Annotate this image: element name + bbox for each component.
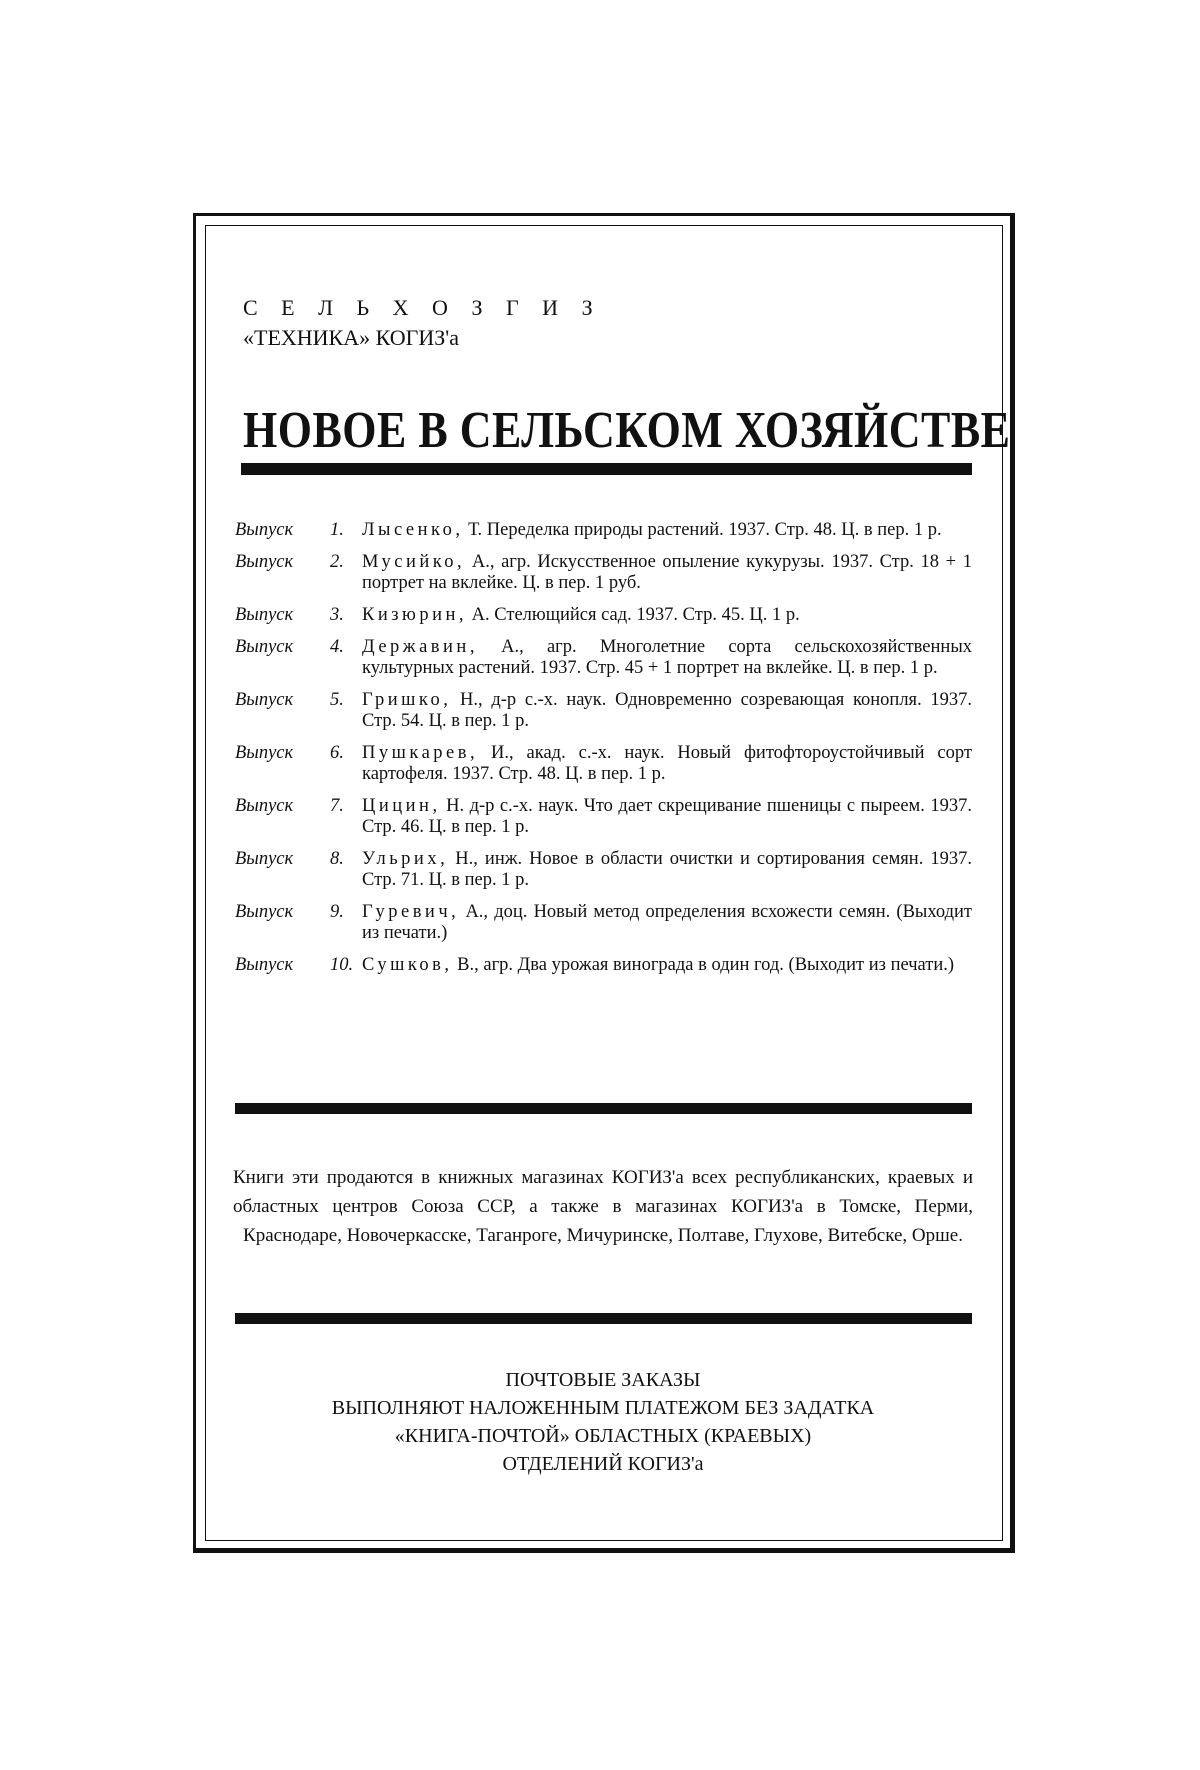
list-item	[235, 605, 972, 626]
issue-label: Выпуск	[235, 520, 294, 540]
list-item	[235, 955, 972, 976]
postal-orders-block	[233, 1366, 973, 1478]
list-item	[235, 849, 972, 891]
issue-number: 8.	[330, 849, 344, 869]
list-item	[235, 796, 972, 838]
orders-line-3: «КНИГА-ПОЧТОЙ» ОБЛАСТНЫХ (КРАЕВЫХ)	[394, 1425, 812, 1447]
orders-line-4: ОТДЕЛЕНИЙ КОГИЗ'а	[502, 1453, 704, 1475]
issue-author: Гришко,	[362, 690, 452, 710]
issue-author: Сушков,	[362, 955, 453, 975]
issue-text: А., агр. Многолетние сорта сельскохозяйственных культурных растений. 1937. Стр. 45 + 1 портрет на вклейке. Ц. в пер. 1 р.	[362, 637, 972, 678]
issue-number: 5.	[330, 690, 344, 710]
issue-text: И., акад. с.-х. наук. Новый фитофтороустойчивый сорт картофеля. 1937. Стр. 48. Ц. в пер. 1 р.	[362, 743, 972, 784]
issue-description	[362, 637, 972, 679]
section-rule-bottom	[235, 1313, 972, 1324]
issue-list	[235, 520, 972, 987]
list-item	[235, 743, 972, 785]
issue-description	[362, 552, 972, 594]
issue-text: Т. Переделка природы растений. 1937. Стр. 48. Ц. в пер. 1 р.	[463, 520, 942, 540]
issue-text: А., доц. Новый метод определения всхожести семян. (Выходит из печати.)	[362, 902, 972, 943]
issue-author: Кизюрин,	[362, 605, 468, 625]
series-title: НОВОЕ В СЕЛЬСКОМ ХОЗЯЙСТВЕ	[243, 401, 1011, 459]
list-item	[235, 690, 972, 732]
issue-description	[362, 690, 972, 732]
issue-number: 9.	[330, 902, 344, 922]
issue-description	[362, 849, 972, 891]
issue-number: 3.	[330, 605, 344, 625]
list-item	[235, 520, 972, 541]
issue-author: Ульрих,	[362, 849, 449, 869]
issue-label: Выпуск	[235, 902, 294, 922]
publisher-name: С Е Л Ь Х О З Г И З	[243, 295, 602, 320]
issue-author: Гуревич,	[362, 902, 460, 922]
title-rule	[241, 463, 972, 475]
orders-line-1: ПОЧТОВЫЕ ЗАКАЗЫ	[505, 1369, 701, 1391]
issue-description	[362, 520, 972, 541]
issue-label: Выпуск	[235, 796, 294, 816]
list-item	[235, 552, 972, 594]
issue-author: Мусийко,	[362, 552, 466, 572]
issue-text: Н., д-р с.-х. наук. Одновременно созревающая конопля. 1937. Стр. 54. Ц. в пер. 1 р.	[362, 690, 972, 731]
issue-number: 7.	[330, 796, 344, 816]
issue-description	[362, 796, 972, 838]
orders-line-2: ВЫПОЛНЯЮТ НАЛОЖЕННЫМ ПЛАТЕЖОМ БЕЗ ЗАДАТКА	[331, 1397, 875, 1419]
sales-note: Книги эти продаются в книжных магазинах КОГИЗ'а всех республиканских, краевых и областных центров Союза ССР, а также в магазинах КОГИЗ'а в Томске, Перми, Краснодаре, Новочеркасске, Таганроге, Мичуринске, Полтаве, Глухове, Витебске, Орше.	[233, 1167, 973, 1246]
issue-label: Выпуск	[235, 605, 294, 625]
publisher-block	[243, 293, 602, 353]
issue-author: Лысенко,	[362, 520, 464, 540]
issue-number: 4.	[330, 637, 344, 657]
issue-label: Выпуск	[235, 637, 294, 657]
issue-description	[362, 743, 972, 785]
issue-label: Выпуск	[235, 552, 294, 572]
section-rule-top	[235, 1103, 972, 1114]
issue-text: А. Стелющийся сад. 1937. Стр. 45. Ц. 1 р.	[467, 605, 800, 625]
issue-number: 10.	[330, 955, 354, 975]
list-item	[235, 902, 972, 944]
issue-text: Н., инж. Новое в области очистки и сортирования семян. 1937. Стр. 71. Ц. в пер. 1 р.	[362, 849, 972, 890]
issue-number: 2.	[330, 552, 344, 572]
issue-label: Выпуск	[235, 690, 294, 710]
list-item	[235, 637, 972, 679]
issue-text: В., агр. Два урожая винограда в один год. (Выходит из печати.)	[452, 955, 955, 975]
issue-number: 6.	[330, 743, 344, 763]
publisher-series: «ТЕХНИКА» КОГИЗ'а	[243, 325, 459, 350]
issue-text: А., агр. Искусственное опыление кукурузы. 1937. Стр. 18 + 1 портрет на вклейке. Ц. в пер. 1 руб.	[362, 552, 972, 593]
issue-author: Державин,	[362, 637, 478, 657]
issue-author: Пушкарев,	[362, 743, 479, 763]
issue-number: 1.	[330, 520, 344, 540]
issue-description	[362, 902, 972, 944]
issue-text: Н. д-р с.-х. наук. Что дает скрещивание пшеницы с пыреем. 1937. Стр. 46. Ц. в пер. 1 р.	[362, 796, 972, 837]
issue-label: Выпуск	[235, 743, 294, 763]
issue-description	[362, 955, 972, 976]
issue-description	[362, 605, 972, 626]
issue-author: Цицин,	[362, 796, 441, 816]
issue-label: Выпуск	[235, 849, 294, 869]
issue-label: Выпуск	[235, 955, 294, 975]
